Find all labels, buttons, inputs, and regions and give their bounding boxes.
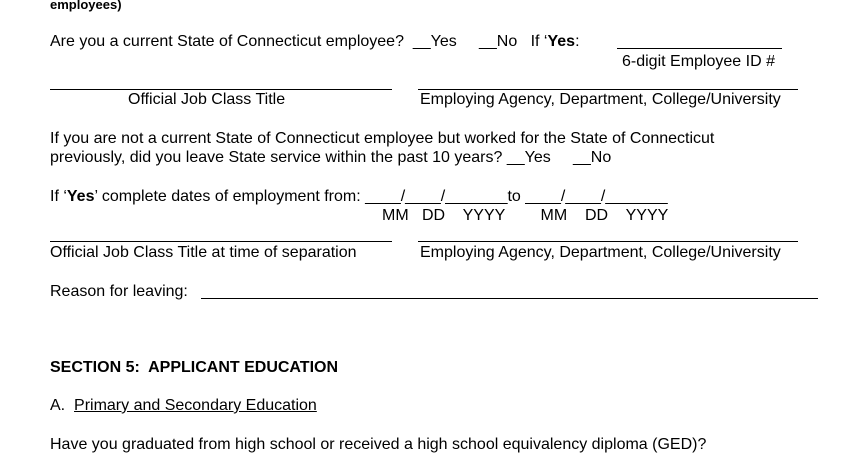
if-yes-colon: : (575, 33, 580, 50)
current-employee-prompt: Are you a current State of Connecticut employee? __Yes __No If ‘ (50, 33, 548, 50)
separation-agency-label: Employing Agency, Department, College/University (420, 244, 781, 261)
employment-dates-question (50, 187, 668, 206)
dates-text: ’ complete dates of employment from: ____/____/_______to ____/____/_______ (94, 188, 668, 205)
separation-job-title-label: Official Job Class Title at time of separation (50, 244, 357, 261)
separation-agency-line[interactable] (418, 241, 798, 242)
employee-id-line[interactable] (617, 48, 782, 49)
former-employee-question-line1: If you are not a current State of Connecticut employee but worked for the State of Connecticut (50, 130, 715, 147)
dates-yes-word: Yes (66, 188, 95, 205)
subsection-a-title: Primary and Secondary Education (74, 397, 317, 414)
subsection-a-heading (50, 396, 317, 415)
employee-id-caption: 6-digit Employee ID # (622, 53, 775, 70)
header-fragment: employees) (50, 0, 122, 12)
section5-title: SECTION 5: APPLICANT EDUCATION (50, 359, 339, 376)
subsection-a-letter: A. (50, 397, 75, 414)
former-employee-question-line2: previously, did you leave State service within the past 10 years? __Yes __No (50, 149, 612, 166)
reason-line[interactable] (201, 298, 818, 299)
agency-label: Employing Agency, Department, College/University (420, 91, 781, 108)
dates-prefix: If ‘ (50, 188, 67, 205)
current-employee-question (50, 32, 580, 51)
job-title-label: Official Job Class Title (128, 91, 286, 108)
if-yes-word: Yes (547, 33, 576, 50)
high-school-question: Have you graduated from high school or received a high school equivalency diploma (GED)? (50, 436, 707, 453)
separation-job-title-line[interactable] (50, 241, 392, 242)
date-format-captions: MM DD YYYY MM DD YYYY (382, 207, 669, 224)
reason-label: Reason for leaving: (50, 283, 193, 300)
